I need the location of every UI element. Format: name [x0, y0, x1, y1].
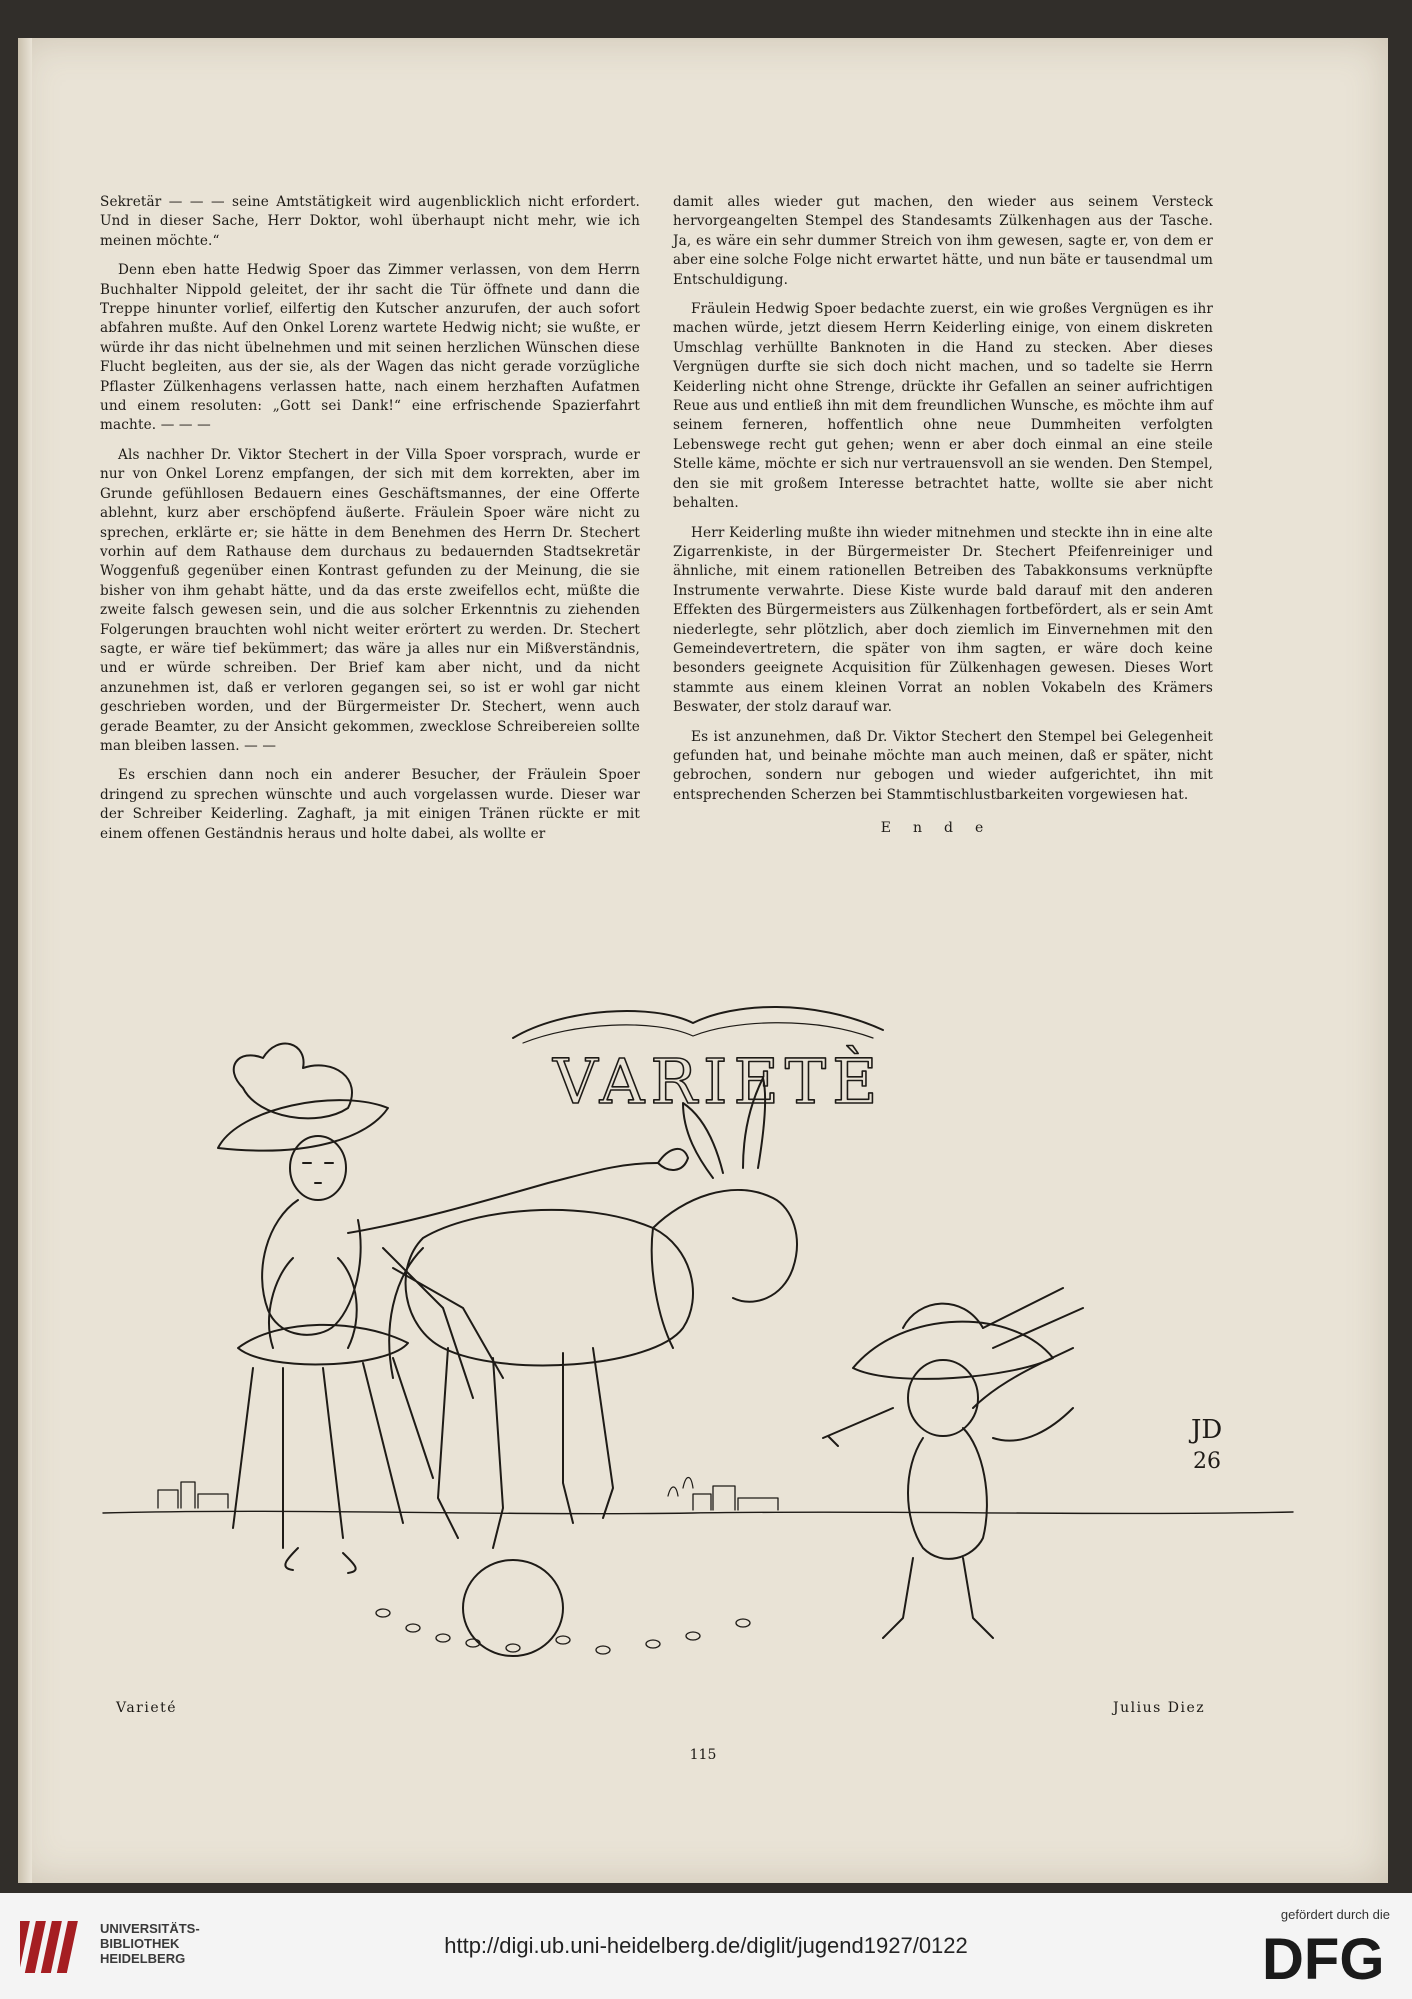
- end-marker: Ende: [880, 820, 1006, 837]
- library-line: HEIDELBERG: [100, 1951, 186, 1966]
- text-column-right: [673, 193, 1213, 839]
- illustration-title: VARIETÈ: [553, 1045, 884, 1118]
- page-spine-shadow: [18, 38, 32, 1883]
- page-number: 115: [689, 1747, 717, 1763]
- library-line: BIBLIOTHEK: [100, 1936, 180, 1951]
- dfg-logo-text: DFG: [1262, 1927, 1385, 1985]
- boy-with-flute: [823, 1288, 1083, 1638]
- library-line: UNIVERSITÄTS-: [100, 1921, 200, 1936]
- paragraph: damit alles wieder gut machen, den wieder aus seinem Versteck hervorgeangelten Stempel des Standesamts Zülkenhagen aus der Tasche. Ja, es wäre ein sehr dummer Streich von ihm gewesen, sagte er, von dem er aber eine solche Folge nicht erwartet hätte, und nun bäte er tausendmal um Entschuldigung.: [673, 194, 1213, 288]
- paragraph: Sekretär — — — seine Amtstätigkeit wird augenblicklich nicht erfordert. Und in dieser Sache, Herr Doktor, wohl überhaupt nicht mehr, wie ich meinen möchte.“: [100, 194, 640, 249]
- paragraph: Fräulein Hedwig Spoer bedachte zuerst, ein wie großes Vergnügen es ihr machen würde, jetzt diesem Herrn Keiderling einige, von einem diskreten Umschlag verhüllte Banknoten in die Hand zu stecken. Aber dieses Vergnügen durfte sie sich doch nicht machen, und so tadelte sie Herrn Keiderling nicht ohne Strenge, drückte ihr Gefallen an seiner aufrichtigen Reue aus und entließ ihn mit dem freundlichen Wunsche, es möchte ihm auf seinem ferneren, hoffentlich ohne neue Dummheiten verfolgten Lebenswege recht gut gehen; wenn er aber doch einmal an eine steile Stelle käme, möchte er sich nur vertrauensvoll an sie wenden. Den Stempel, den sie mit großem Interesse betrachtet hatte, wollte sie aber nicht behalten.: [673, 301, 1213, 512]
- paragraph: Denn eben hatte Hedwig Spoer das Zimmer verlassen, von dem Herrn Buchhalter Nippold geleitet, der ihr sacht die Tür öffnete und dann die Treppe hinunter vorlief, eilfertig den Kutscher anzurufen, der auch sofort abfahren mußte. Auf den Onkel Lorenz wartete Hedwig nicht; sie wußte, er würde ihr das nicht übelnehmen und mit seinen herzlichen Wünschen diese Flucht begleiten, aus der sie, als der Wagen das nicht gerade vorzügliche Pflaster Zülkenhagens verlassen hatte, nach einem herzhaften Aufatmen und einem resoluten: „Gott sei Dank!“ eine erfrischende Spazierfahrt machte. — — —: [100, 262, 640, 434]
- permalink-url[interactable]: http://digi.ub.uni-heidelberg.de/diglit/jugend1927/0122: [444, 1933, 968, 1958]
- digitization-footer: [0, 1893, 1412, 1999]
- illustration-caption: Varieté: [116, 1700, 178, 1716]
- illustrator-credit: Julius Diez: [1113, 1700, 1206, 1716]
- magazine-page: [18, 38, 1388, 1883]
- artist-monogram: JD: [1191, 1415, 1223, 1445]
- text-column-left: [100, 193, 640, 854]
- variete-illustration: [93, 968, 1303, 1668]
- dfg-logo-icon[interactable]: [1262, 1927, 1390, 1985]
- paragraph: Es erschien dann noch ein anderer Besucher, der Fräulein Spoer dringend zu sprechen wünschte und auch vorgelassen wurde. Dieser war der Schreiber Keiderling. Zaghaft, ja mit einigen Tränen rückte er mit einem offenen Geständnis heraus und holte dabei, als wollte er: [100, 767, 640, 842]
- dancer-figure: [218, 1044, 688, 1573]
- paragraph: Als nachher Dr. Viktor Stechert in der Villa Spoer vorsprach, wurde er nur von Onkel Lorenz empfangen, der sich mit dem korrekten, aber im Grunde gefühllosen Bedauern eines Geschäftsmannes, der eine Offerte ablehnt, kurz aber erschöpfend äußerte. Fräulein Spoer wäre nicht zu sprechen, erklärte er; sie hätte in dem Benehmen des Herrn Dr. Stechert vorhin auf dem Rathause dem durchaus zu bedauernden Stadtsekretär Woggenfuß gegenüber einen Kontrast gefunden zu der Meinung, die sie bisher von ihm gehabt hätte, und da das erste zweifellos echt, müßte die zweite falsch gewesen sein, und die aus solcher Erkenntnis zu ziehenden Folgerungen brauchten wohl nicht weiter erörtert zu werden. Dr. Stechert sagte, er wäre tief bekümmert; das wäre ja alles nur ein Mißverständnis, und er würde schreiben. Der Brief kam aber nicht, und da nicht anzunehmen ist, daß er verloren gegangen sei, so ist er wohl gar nicht geschrieben worden, und der Bürgermeister Dr. Stechert, wenn auch gerade Beamter, zu der Ansicht gekommen, zwecklose Schreibereien sollte man bleiben lassen. — —: [100, 446, 640, 754]
- funding-note: gefördert durch die: [1280, 1907, 1390, 1922]
- paragraph: Es ist anzunehmen, daß Dr. Viktor Stechert den Stempel bei Gelegenheit gefunden hat, und beinahe möchte man auch meinen, daß er später, nicht gebrochen, sondern nur gebogen und wieder aufgerichtet, ihn mit entsprechenden Scherzen bei Stammtischlustbarkeiten vorgewiesen hat.: [673, 728, 1213, 803]
- donkey-on-ball: [389, 1078, 797, 1656]
- paragraph: Herr Keiderling mußte ihn wieder mitnehmen und steckte ihn in eine alte Zigarrenkiste, in der Bürgermeister Dr. Stechert Pfeifenreiniger und ähnliche, mit einem rationellen Betreiben des Tabakkonsums verknüpfte Instrumente verwahrte. Diese Kiste wurde bald darauf mit den anderen Effekten des Bürgermeisters aus Zülkenhagen fortbefördert, als er sein Amt niederlegte, sehr plötzlich, aber doch ziemlich im Einvernehmen mit den Gemeindevertretern, die später von ihm sagten, er wäre doch keine besonders geeignete Acquisition für Zülkenhagen gewesen. Dieses Wort stammte aus einem kleinen Vorrat an noblen Vokabeln des Krämers Beswater, der stolz darauf war.: [673, 524, 1213, 716]
- artist-year: 26: [1193, 1449, 1221, 1474]
